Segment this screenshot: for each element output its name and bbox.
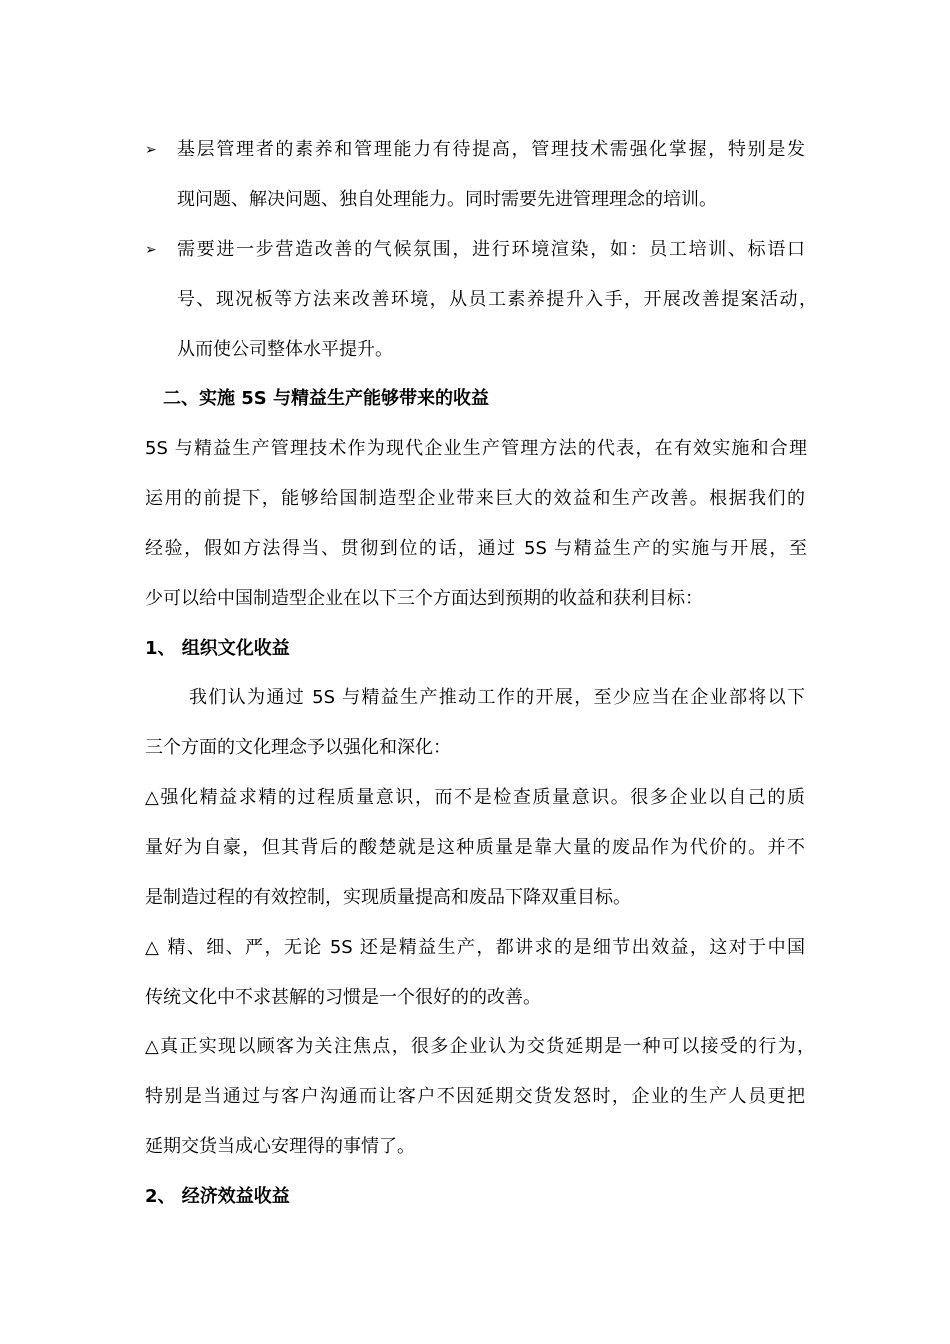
point-line: 特别是当通过与客户沟通而让客户不因延期交货发怒时，企业的生产人员更把: [145, 1086, 805, 1107]
point-line: 量好为自豪，但其背后的酸楚就是这种质量是靠大量的废品作为代价的。并不: [145, 837, 805, 858]
bullet-text-line: 号、现况板等方法来改善环境，从员工素养提升入手，开展改善提案活动，: [177, 289, 817, 310]
bullet-text-line: 需要进一步营造改善的气候氛围，进行环境渲染，如：员工培训、标语口: [177, 239, 805, 260]
point-line: 延期交货当成心安理得的事情了。: [145, 1136, 415, 1157]
point-line: △强化精益求精的过程质量意识，而不是检查质量意识。很多企业以自己的质: [145, 787, 805, 808]
point-line: △真正实现以顾客为关注焦点，很多企业认为交货延期是一种可以接受的行为，: [145, 1036, 815, 1057]
bullet-marker: ➢: [145, 242, 157, 258]
bullet-marker: ➢: [145, 142, 157, 158]
point-line: △ 精、细、严，无论 5S 还是精益生产，都讲求的是细节出效益，这对于中国: [145, 937, 805, 958]
bullet-text-line: 现问题、解决问题、独自处理能力。同时需要先进管理理念的培训。: [177, 189, 717, 210]
subsection-heading: 2、 经济效益收益: [145, 1186, 290, 1207]
point-line: 传统文化中不求甚解的习惯是一个很好的的改善。: [145, 987, 541, 1008]
bullet-text-line: 基层管理者的素养和管理能力有待提高，管理技术需强化掌握，特别是发: [177, 139, 805, 160]
point-line: 是制造过程的有效控制，实现质量提高和废品下降双重目标。: [145, 887, 631, 908]
paragraph-line: 运用的前提下，能够给国制造型企业带来巨大的效益和生产改善。根据我们的: [145, 488, 805, 509]
section-heading: 二、实施 5S 与精益生产能够带来的收益: [163, 388, 490, 409]
paragraph-line: 三个方面的文化理念予以强化和深化：: [145, 737, 451, 758]
paragraph-line: 经验，假如方法得当、贯彻到位的话，通过 5S 与精益生产的实施与开展，至: [145, 538, 807, 559]
bullet-text-line: 从而使公司整体水平提升。: [177, 339, 393, 360]
paragraph-line: 我们认为通过 5S 与精益生产推动工作的开展，至少应当在企业部将以下: [189, 687, 805, 708]
subsection-heading: 1、 组织文化收益: [145, 638, 290, 659]
paragraph-line: 5S 与精益生产管理技术作为现代企业生产管理方法的代表，在有效实施和合理: [145, 438, 807, 459]
paragraph-line: 少可以给中国制造型企业在以下三个方面达到预期的收益和获利目标：: [145, 588, 703, 609]
